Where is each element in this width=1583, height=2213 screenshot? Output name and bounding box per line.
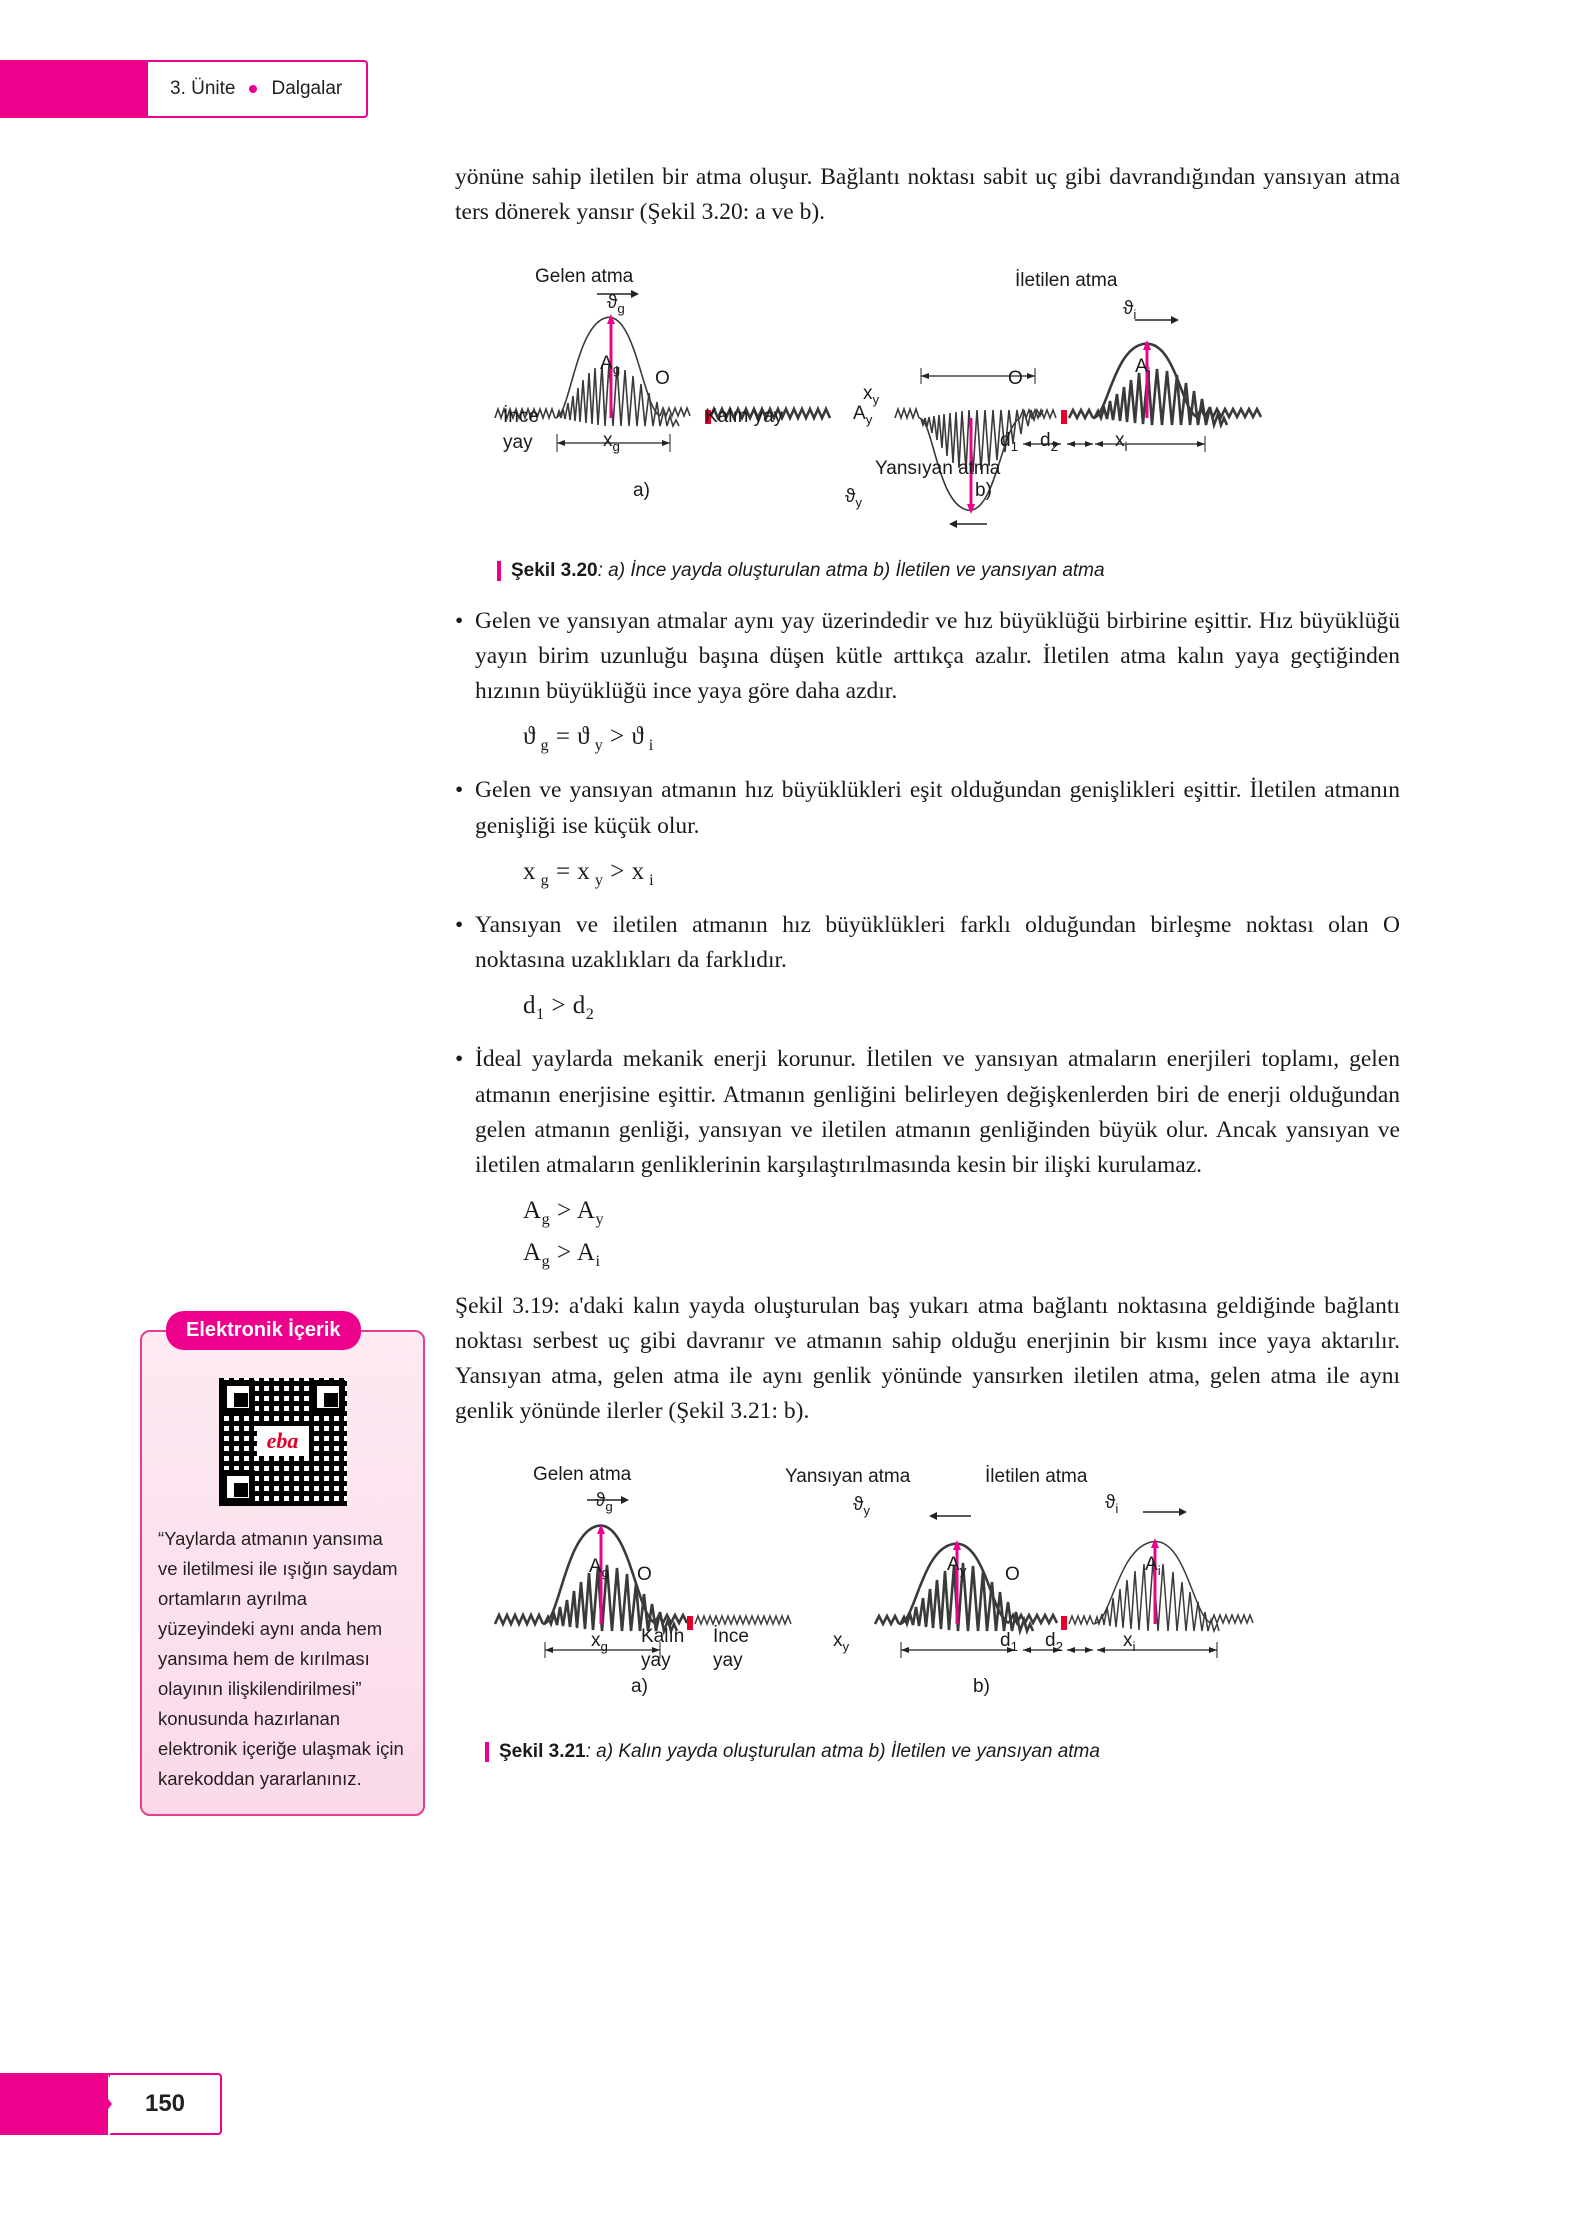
figure-3-21-label-kalin-yay-2: yay — [641, 1650, 671, 1672]
figure-3-21-label-ince-yay-2: yay — [713, 1650, 743, 1672]
figure-3-20-symbol-d2: $d_2$ — [1040, 429, 1058, 454]
figure-3-20-symbol-xi: $x_i$ — [1115, 429, 1128, 454]
figure-3-21-symbol-vi: $ϑ_i$ — [1105, 1492, 1119, 1517]
figure-3-20-symbol-vy: $ϑ_y$ — [845, 485, 863, 510]
page-header — [0, 60, 420, 118]
formula-speeds: ϑ $_g$ = ϑ $_y$ > ϑ $_i$ — [523, 723, 654, 755]
header-label — [148, 60, 368, 118]
figure-3-20-label-ince-yay: İnce — [503, 405, 539, 427]
closing-paragraph: Şekil 3.19: a'daki kalın yayda oluşturulan baş yukarı atma bağlantı noktasına geldiğinde bağlantı noktası serbest uç gibi davranır ve atmanın sahip olduğu enerjinin bir kısmı ince yaya aktarılır. Yansıyan atma, gelen atma ile aynı genlik yönünde yansırken iletilen atma, gelen atma ile aynı genlik yönünde ilerler (Şekil 3.21: b). — [455, 1293, 1400, 1424]
figure-3-20-caption-bold: Şekil 3.20 — [511, 559, 598, 581]
formula-distances: $d_1 > d_2$ — [523, 992, 595, 1024]
figure-3-20-label-ince-yay-2: yay — [503, 431, 533, 453]
bullet-list — [455, 604, 1400, 710]
footer-arrow-icon — [88, 2073, 112, 2135]
figure-3-20-symbol-Ai: $A_i$ — [1135, 355, 1151, 380]
figure-3-21-symbol-xy: $x_y$ — [833, 1630, 850, 1655]
figure-3-21-symbol-Ay: $A_y$ — [947, 1554, 967, 1579]
figure-3-21-sublabel-b: b) — [973, 1676, 990, 1698]
formula-amplitude-2: $A_g > A_i$ — [523, 1239, 601, 1271]
bullet-list-3 — [455, 908, 1400, 979]
header-unit-label: 3. Ünite — [170, 78, 236, 99]
figure-3-20-label-gelen-atma: Gelen atma — [535, 265, 634, 287]
figure-3-20-sublabel-b: b) — [975, 479, 992, 501]
formula-widths: x $_g$ = x $_y$ > x $_i$ — [523, 857, 655, 889]
page-footer — [0, 2073, 260, 2135]
main-content — [455, 160, 1400, 1785]
list-item: • Gelen ve yansıyan atmalar aynı yay üzerindedir ve hız büyüklüğü birbirine eşittir. Hız büyüklüğü yayın birim uzunluğu başına düşen kütle arttıkça azalır. İletilen atma kalın yaya geçtiğinden hızının büyüklüğü ince yaya göre daha azdır. — [455, 604, 1400, 710]
bullet-dot-icon — [249, 85, 257, 93]
figure-3-21-caption-bold: Şekil 3.21 — [499, 1741, 586, 1763]
figure-3-20-label-iletilen-atma: İletilen atma — [1015, 269, 1118, 291]
figure-3-20 — [455, 248, 1400, 548]
list-item: • Gelen ve yansıyan atmanın hız büyüklükleri eşit olduğundan genişlikleri eşittir. İletilen atmanın genişliği ise küçük olur. — [455, 773, 1400, 844]
figure-3-20-symbol-Ay: $A_y$ — [853, 402, 873, 427]
figure-3-20-label-o-2: O — [1008, 367, 1023, 389]
figure-3-21-symbol-d1: $d_1$ — [1000, 1630, 1018, 1655]
figure-3-21-symbol-Ag: $A_g$ — [589, 1556, 610, 1581]
figure-3-21-caption — [485, 1741, 1400, 1763]
figure-3-21-label-o: O — [637, 1564, 652, 1586]
figure-3-21-symbol-Ai: $A_i$ — [1145, 1554, 1161, 1579]
figure-3-21-symbol-xi: $x_i$ — [1123, 1630, 1136, 1655]
figure-3-20-symbol-xy: $x_y$ — [863, 382, 880, 407]
figure-3-20-symbol-vi: $ϑ_i$ — [1123, 297, 1137, 322]
header-accent-tab — [0, 60, 160, 118]
list-item: • İdeal yaylarda mekanik enerji korunur. İletilen ve yansıyan atmaların enerjileri toplamı, gelen atmanın enerjisine eşittir. Atmanın genliğini belirleyen değişkenlerden biri de enerji olduğundan gelen atmanın genliği, yansıyan ve iletilen atmanın genliğinden büyük olur. Ancak yansıyan ve iletilen atmaların genliklerinin karşılaştırılmasında kesin bir ilişki kurulamaz. — [455, 1042, 1400, 1183]
figure-3-21-symbol-d2: $d_2$ — [1045, 1630, 1063, 1655]
figure-3-20-label-yansiyan-atma: Yansıyan atma — [875, 457, 1001, 479]
formula-amplitude-1: $A_g > A_y$ — [523, 1197, 605, 1229]
figure-3-21-sublabel-a: a) — [631, 1676, 648, 1698]
qr-eye-top-right — [311, 1380, 345, 1414]
figure-3-21-label-iletilen-atma: İletilen atma — [985, 1466, 1088, 1488]
electronic-content-text: “Yaylarda atmanın yansıma ve iletilmesi ile ışığın saydam ortamların ayrılma yüzeyindeki aynı anda hem yansıma hem de kırılması olayının ilişkilendirilmesi” konusunda hazırlanan elektronik içeriğe ulaşmak için karekoddan yararlanınız. — [158, 1528, 404, 1789]
header-topic-label: Dalgalar — [271, 78, 343, 99]
figure-3-21-label-yansiyan-atma: Yansıyan atma — [785, 1466, 911, 1488]
figure-3-21-symbol-vy: $ϑ_y$ — [853, 1494, 871, 1519]
figure-3-20-sublabel-a: a) — [633, 479, 650, 501]
bullet-list-4 — [455, 1042, 1400, 1183]
figure-3-20-label-o: O — [655, 367, 670, 389]
qr-eye-top-left — [221, 1380, 255, 1414]
figure-3-21-label-kalin-yay: Kalın — [641, 1626, 685, 1648]
electronic-content-box — [140, 1319, 425, 1816]
figure-3-20-symbol-vg: $ϑ_g$ — [607, 291, 625, 316]
figure-3-21-label-gelen-atma: Gelen atma — [533, 1464, 632, 1486]
figure-3-20-symbol-d1: $d_1$ — [1000, 429, 1018, 454]
qr-code[interactable] — [219, 1378, 347, 1506]
bullet-list-2 — [455, 773, 1400, 844]
figure-3-20-symbol-xg: $x_g$ — [603, 429, 620, 454]
figure-3-20-caption-rest: : a) İnce yayda oluşturulan atma b) İletilen ve yansıyan atma — [597, 559, 1105, 581]
eba-logo: eba — [257, 1426, 309, 1456]
figure-3-21-caption-rest: : a) Kalın yayda oluşturulan atma b) İletilen ve yansıyan atma — [585, 1741, 1100, 1763]
figure-3-21-label-ince-yay: İnce — [713, 1626, 749, 1648]
figure-3-21-symbol-xg: $x_g$ — [591, 1630, 608, 1655]
intro-paragraph: yönüne sahip iletilen bir atma oluşur. Bağlantı noktası sabit uç gibi davrandığından yansıyan atma ters dönerek yansır (Şekil 3.20: a ve b). — [455, 164, 1400, 225]
qr-eye-bottom-left — [221, 1470, 255, 1504]
figure-3-20-caption — [497, 560, 1400, 582]
page-number: 150 — [110, 2073, 222, 2135]
figure-3-20-label-kalin-yay: Kalın yay — [705, 405, 784, 427]
list-item: • Yansıyan ve iletilen atmanın hız büyüklükleri farklı olduğundan birleşme noktası olan O noktasına uzaklıkları da farklıdır. — [455, 908, 1400, 979]
figure-3-21-label-o-2: O — [1005, 1564, 1020, 1586]
electronic-content-title: Elektronik İçerik — [166, 1311, 361, 1350]
figure-3-20-symbol-Ag: $A_g$ — [600, 352, 621, 377]
figure-3-21-symbol-vg: $ϑ_g$ — [595, 1490, 613, 1515]
figure-3-21 — [455, 1444, 1400, 1729]
